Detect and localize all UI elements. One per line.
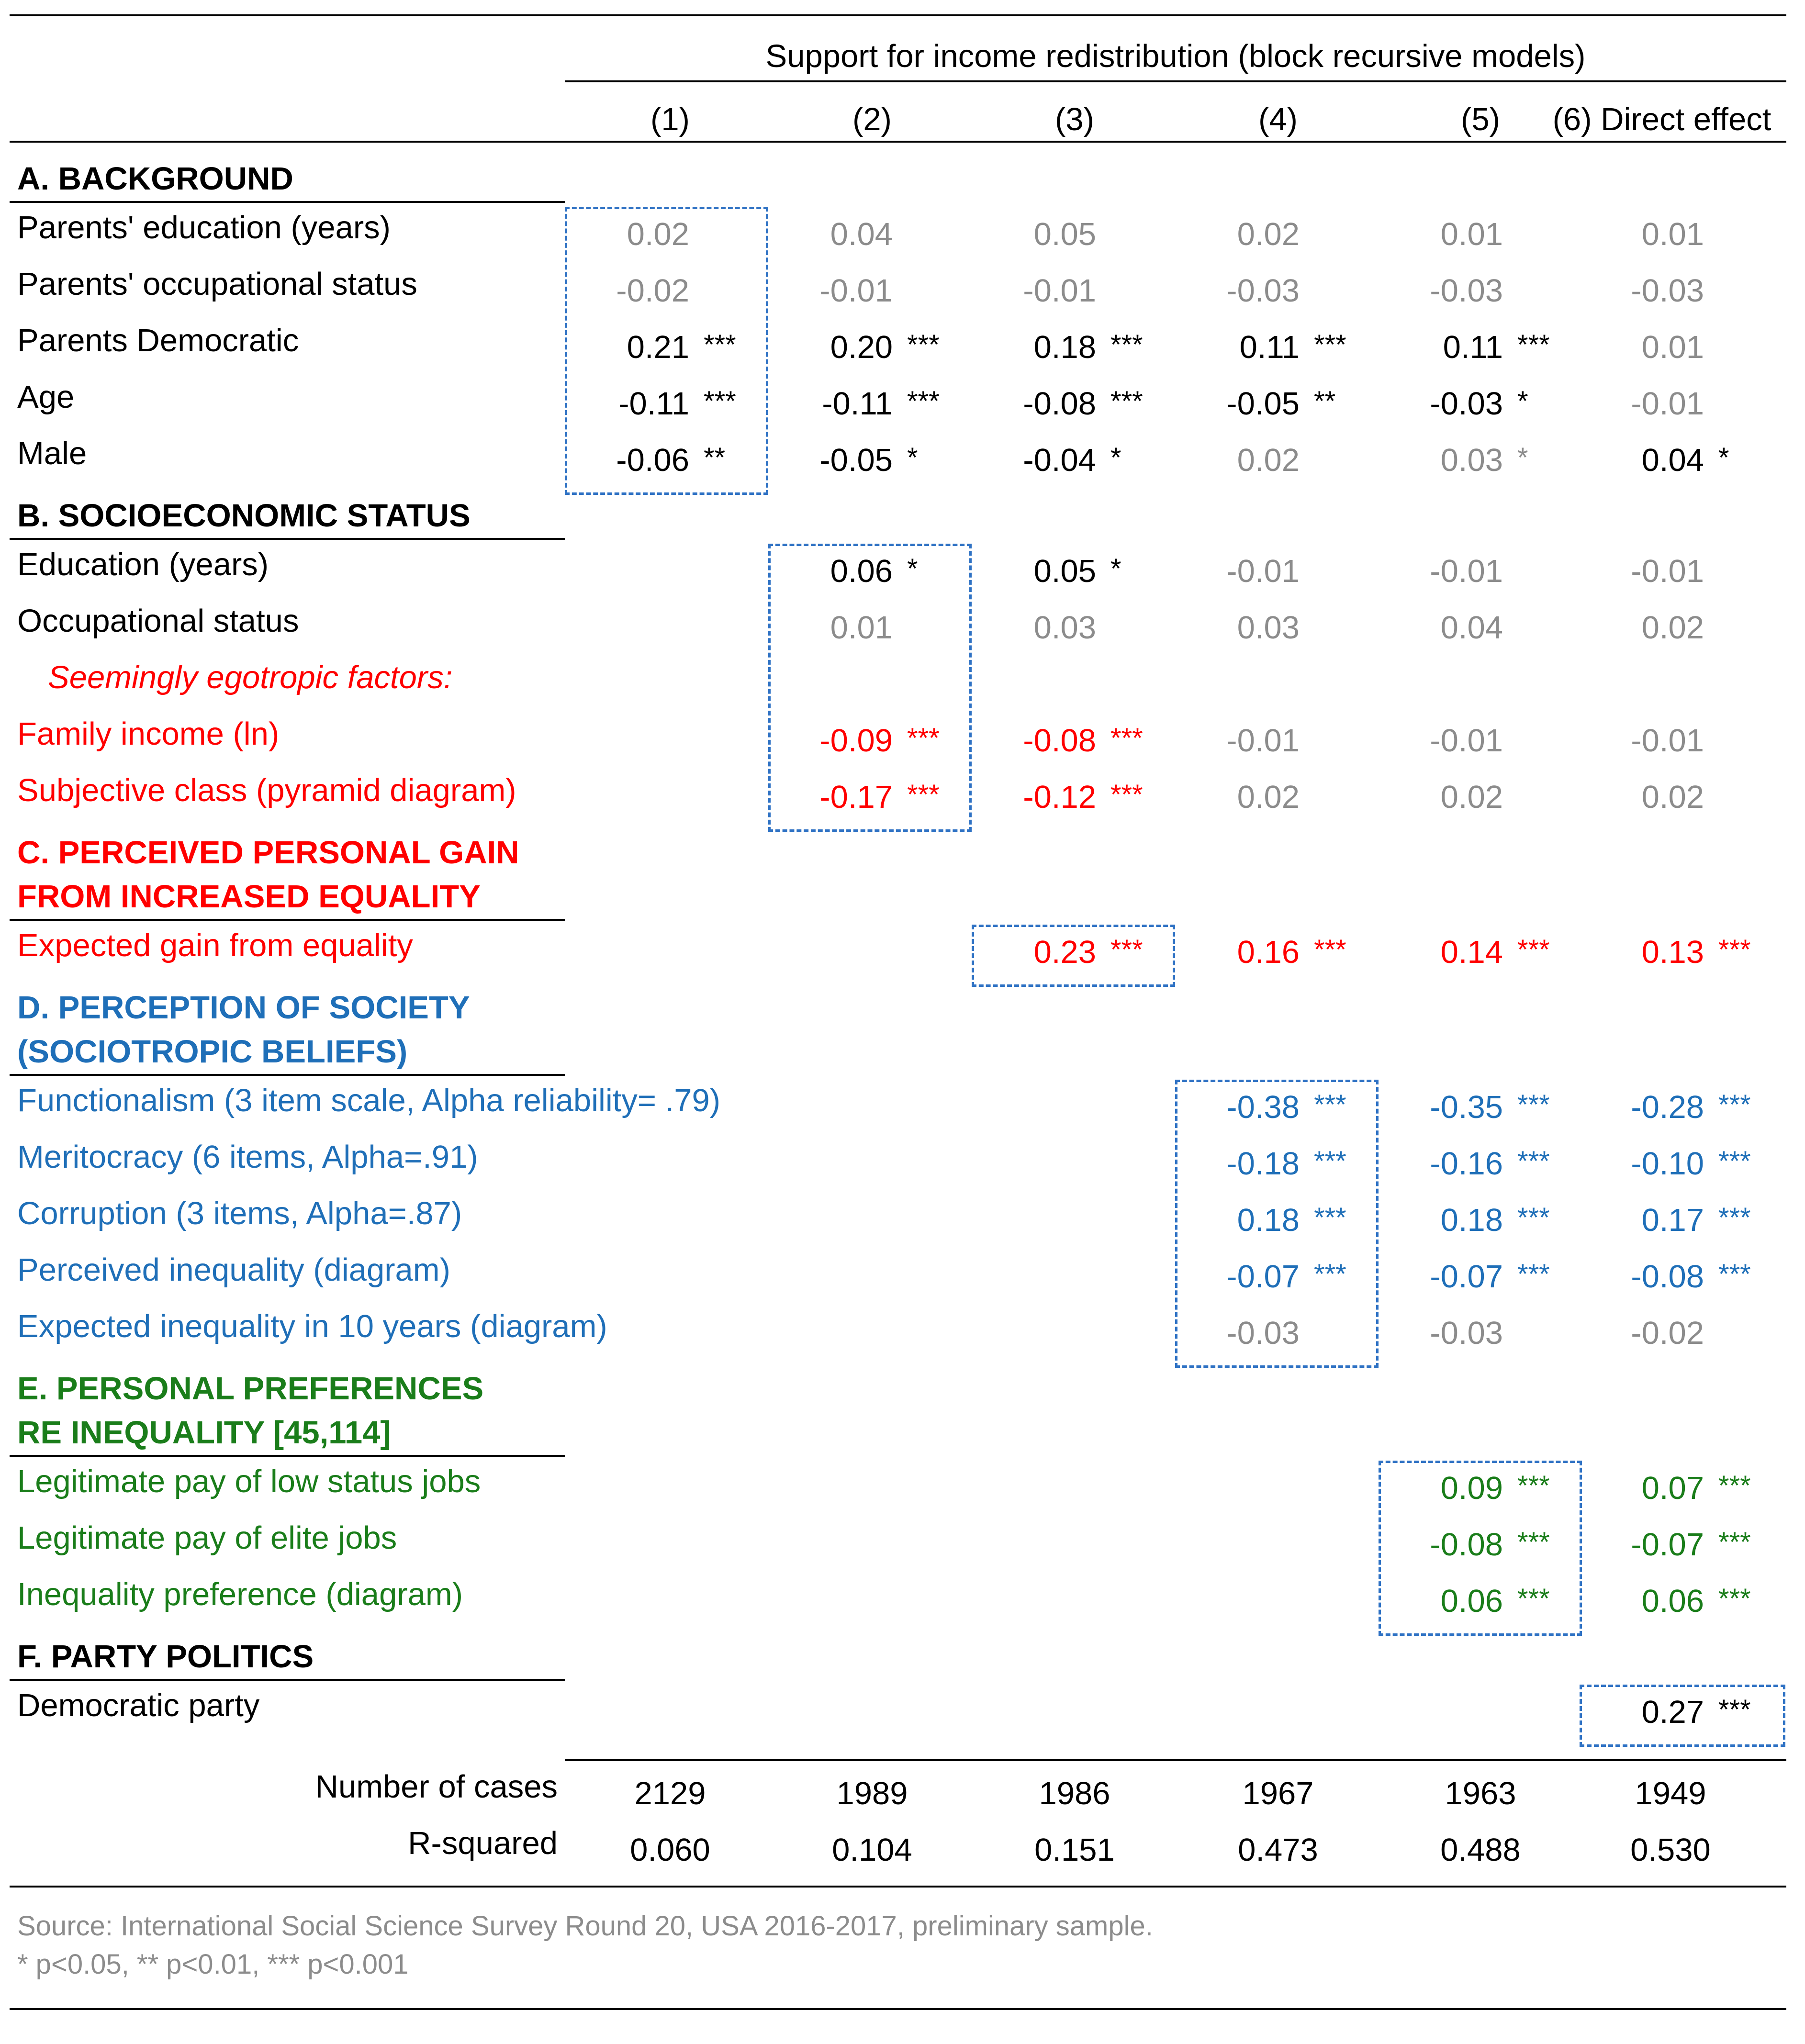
significance-stars: *** [1718, 1259, 1751, 1290]
footer-rule [10, 2008, 1786, 2010]
coefficient-value: -0.05 [819, 442, 893, 478]
significance-stars: * [1718, 442, 1729, 473]
coefficient-value: -0.07 [1226, 1259, 1300, 1295]
top-rule [10, 14, 1786, 16]
stat-value: 1949 [1635, 1776, 1706, 1811]
section-subtitle-e: RE INEQUALITY [45,114] [17, 1415, 391, 1451]
row-label: Legitimate pay of elite jobs [17, 1520, 397, 1556]
stat-value: 1963 [1445, 1776, 1516, 1811]
stat-value: 2129 [634, 1776, 706, 1811]
coefficient-value: -0.08 [1430, 1527, 1503, 1563]
column-header-4: (4) [1258, 101, 1298, 137]
coefficient-value: -0.35 [1430, 1089, 1503, 1125]
coefficient-value: 0.17 [1641, 1202, 1704, 1238]
significance-stars: *** [1314, 1202, 1346, 1233]
significance-stars: *** [1314, 1089, 1346, 1120]
column-header-5: (5) [1461, 101, 1500, 137]
coefficient-value: -0.03 [1430, 386, 1503, 422]
coefficient-value: 0.06 [830, 553, 893, 589]
significance-stars: *** [1718, 1470, 1751, 1501]
row-label: Functionalism (3 item scale, Alpha reliability= .79) [17, 1083, 721, 1118]
coefficient-value: 0.13 [1641, 934, 1704, 970]
significance-stars: *** [1110, 386, 1143, 417]
coefficient-value: -0.07 [1430, 1259, 1503, 1295]
significance-stars: *** [1718, 1202, 1751, 1233]
entry-block-highlight-box [972, 925, 1175, 987]
section-rule-c [10, 919, 565, 921]
significance-stars: *** [1314, 1259, 1346, 1290]
coefficient-value: -0.28 [1631, 1089, 1704, 1125]
coefficient-value: -0.01 [819, 273, 893, 309]
significance-stars: * [1110, 442, 1121, 473]
section-rule-e [10, 1455, 565, 1457]
significance-stars: *** [1314, 934, 1346, 965]
coefficient-value: -0.01 [1226, 553, 1300, 589]
row-label: Seemingly egotropic factors: [48, 659, 453, 695]
coefficient-value: 0.06 [1440, 1583, 1503, 1619]
coefficient-value: -0.38 [1226, 1089, 1300, 1125]
coefficient-value: -0.01 [1631, 386, 1704, 422]
significance-stars: *** [1517, 1202, 1550, 1233]
coefficient-value: 0.14 [1440, 934, 1503, 970]
stat-value: 0.473 [1238, 1832, 1318, 1868]
header-rule [10, 141, 1786, 143]
coefficient-value: -0.18 [1226, 1146, 1300, 1182]
entry-block-highlight-box [1379, 1461, 1582, 1636]
row-label: Legitimate pay of low status jobs [17, 1463, 481, 1499]
significance-stars: *** [1718, 1583, 1751, 1614]
coefficient-value: -0.11 [618, 386, 689, 422]
section-rule-a [10, 201, 565, 203]
row-label: Corruption (3 items, Alpha=.87) [17, 1195, 462, 1231]
significance-stars: *** [1517, 1146, 1550, 1177]
coefficient-value: -0.08 [1023, 386, 1096, 422]
coefficient-value: -0.01 [1631, 723, 1704, 759]
coefficient-value: -0.03 [1430, 1315, 1503, 1351]
coefficient-value: -0.12 [1023, 779, 1096, 815]
row-label: Family income (ln) [17, 716, 280, 752]
coefficient-value: -0.07 [1631, 1527, 1704, 1563]
significance-stars: *** [1517, 1470, 1550, 1501]
significance-stars: *** [1110, 934, 1143, 965]
coefficient-value: 0.01 [1440, 216, 1503, 252]
section-subtitle-c: FROM INCREASED EQUALITY [17, 879, 481, 915]
row-label: Democratic party [17, 1687, 260, 1723]
coefficient-value: 0.02 [1641, 610, 1704, 646]
coefficient-value: 0.06 [1641, 1583, 1704, 1619]
significance-stars: *** [1718, 1694, 1751, 1725]
coefficient-value: -0.03 [1631, 273, 1704, 309]
coefficient-value: 0.02 [1440, 779, 1503, 815]
significance-stars: *** [1718, 1527, 1751, 1558]
section-title-f: F. PARTY POLITICS [17, 1639, 314, 1675]
entry-block-highlight-box [1175, 1080, 1379, 1368]
row-label: Parents' occupational status [17, 266, 417, 302]
stat-value: 0.104 [832, 1832, 912, 1868]
significance-stars: *** [1517, 1259, 1550, 1290]
coefficient-value: -0.05 [1226, 386, 1300, 422]
section-title-d: D. PERCEPTION OF SOCIETY [17, 990, 470, 1026]
section-rule-d [10, 1074, 565, 1076]
coefficient-value: 0.09 [1440, 1470, 1503, 1506]
significance-stars: * [907, 553, 918, 584]
coefficient-value: -0.11 [822, 386, 893, 422]
significance-stars: *** [704, 329, 736, 360]
entry-block-highlight-box [768, 544, 972, 832]
coefficient-value: -0.08 [1631, 1259, 1704, 1295]
row-label: Expected inequality in 10 years (diagram) [17, 1308, 607, 1344]
row-label: Subjective class (pyramid diagram) [17, 772, 516, 808]
column-header-2: (2) [852, 101, 892, 137]
significance-stars: *** [1517, 1089, 1550, 1120]
significance-stars: *** [1517, 329, 1550, 360]
significance-stars: * [1517, 442, 1528, 473]
coefficient-value: -0.06 [616, 442, 689, 478]
coefficient-value: 0.18 [1440, 1202, 1503, 1238]
significance-stars: *** [907, 386, 940, 417]
coefficient-value: -0.03 [1226, 273, 1300, 309]
coefficient-value: -0.03 [1430, 273, 1503, 309]
significance-stars: ** [1314, 386, 1336, 417]
coefficient-value: -0.02 [616, 273, 689, 309]
coefficient-value: 0.01 [830, 610, 893, 646]
coefficient-value: -0.01 [1226, 723, 1300, 759]
significance-stars: *** [1718, 1146, 1751, 1177]
coefficient-value: 0.05 [1033, 216, 1096, 252]
coefficient-value: 0.11 [1443, 329, 1503, 365]
significance-stars: *** [1314, 329, 1346, 360]
coefficient-value: 0.02 [1237, 442, 1300, 478]
coefficient-value: -0.09 [819, 723, 893, 759]
column-header-6: (6) Direct effect [1552, 101, 1771, 137]
coefficient-value: 0.21 [627, 329, 689, 365]
section-rule-b [10, 538, 565, 540]
section-title-a: A. BACKGROUND [17, 161, 293, 197]
row-label: Expected gain from equality [17, 927, 413, 963]
table-title: Support for income redistribution (block recursive models) [765, 38, 1586, 74]
entry-block-highlight-box [565, 207, 768, 495]
stat-label: Number of cases [315, 1769, 558, 1805]
column-header-1: (1) [650, 101, 690, 137]
coefficient-value: -0.01 [1023, 273, 1096, 309]
row-label: Education (years) [17, 547, 269, 582]
coefficient-value: 0.03 [1237, 610, 1300, 646]
significance-stars: *** [907, 329, 940, 360]
significance-stars: *** [1517, 934, 1550, 965]
significance-stars: *** [1718, 1089, 1751, 1120]
row-label: Parents Democratic [17, 323, 299, 358]
coefficient-value: 0.18 [1033, 329, 1096, 365]
coefficient-value: 0.16 [1237, 934, 1300, 970]
coefficient-value: -0.17 [819, 779, 893, 815]
row-label: Parents' education (years) [17, 210, 391, 246]
significance-stars: *** [1110, 329, 1143, 360]
significance-stars: *** [1110, 779, 1143, 810]
coefficient-value: -0.04 [1023, 442, 1096, 478]
stat-value: 1986 [1039, 1776, 1110, 1811]
coefficient-value: 0.02 [1237, 216, 1300, 252]
significance-stars: *** [1517, 1527, 1550, 1558]
coefficient-value: 0.04 [1641, 442, 1704, 478]
coefficient-value: 0.04 [1440, 610, 1503, 646]
section-title-c: C. PERCEIVED PERSONAL GAIN [17, 835, 519, 871]
coefficient-value: 0.03 [1440, 442, 1503, 478]
significance-stars: *** [704, 386, 736, 417]
stat-label: R-squared [408, 1825, 558, 1861]
coefficient-value: 0.01 [1641, 216, 1704, 252]
coefficient-value: -0.08 [1023, 723, 1096, 759]
significance-stars: *** [1314, 1146, 1346, 1177]
coefficient-value: 0.18 [1237, 1202, 1300, 1238]
coefficient-value: -0.02 [1631, 1315, 1704, 1351]
row-label: Occupational status [17, 603, 299, 639]
significance-stars: * [1517, 386, 1528, 417]
coefficient-value: 0.02 [1641, 779, 1704, 815]
coefficient-value: 0.01 [1641, 329, 1704, 365]
coefficient-value: 0.02 [627, 216, 689, 252]
coefficient-value: 0.11 [1239, 329, 1300, 365]
coefficient-value: 0.04 [830, 216, 893, 252]
coefficient-value: 0.07 [1641, 1470, 1704, 1506]
section-subtitle-d: (SOCIOTROPIC BELIEFS) [17, 1034, 408, 1070]
row-label: Male [17, 436, 87, 471]
significance-stars: *** [1517, 1583, 1550, 1614]
row-label: Meritocracy (6 items, Alpha=.91) [17, 1139, 478, 1175]
stats-rule [565, 1759, 1786, 1761]
coefficient-value: -0.03 [1226, 1315, 1300, 1351]
coefficient-value: -0.01 [1631, 553, 1704, 589]
significance-stars: * [907, 442, 918, 473]
entry-block-highlight-box [1580, 1685, 1785, 1747]
coefficient-value: 0.27 [1641, 1694, 1704, 1730]
significance-note: * p<0.05, ** p<0.01, *** p<0.001 [17, 1949, 409, 1980]
coefficient-value: -0.16 [1430, 1146, 1503, 1182]
stat-value: 0.151 [1034, 1832, 1115, 1868]
coefficient-value: 0.02 [1237, 779, 1300, 815]
title-underline [565, 80, 1786, 82]
significance-stars: *** [1718, 934, 1751, 965]
significance-stars: *** [907, 779, 940, 810]
row-label: Inequality preference (diagram) [17, 1576, 463, 1612]
coefficient-value: 0.20 [830, 329, 893, 365]
stat-value: 1967 [1242, 1776, 1314, 1811]
significance-stars: * [1110, 553, 1121, 584]
bottom-rule [10, 1886, 1786, 1888]
stat-value: 0.488 [1440, 1832, 1521, 1868]
stat-value: 0.530 [1630, 1832, 1711, 1868]
significance-stars: ** [704, 442, 726, 473]
coefficient-value: 0.03 [1033, 610, 1096, 646]
row-label: Age [17, 379, 75, 415]
row-label: Perceived inequality (diagram) [17, 1252, 450, 1288]
stat-value: 1989 [836, 1776, 908, 1811]
section-title-b: B. SOCIOECONOMIC STATUS [17, 498, 471, 534]
section-title-e: E. PERSONAL PREFERENCES [17, 1371, 484, 1407]
coefficient-value: 0.23 [1033, 934, 1096, 970]
section-rule-f [10, 1679, 565, 1681]
coefficient-value: 0.05 [1033, 553, 1096, 589]
stat-value: 0.060 [630, 1832, 710, 1868]
coefficient-value: -0.10 [1631, 1146, 1704, 1182]
column-header-3: (3) [1055, 101, 1094, 137]
significance-stars: *** [907, 723, 940, 754]
significance-stars: *** [1110, 723, 1143, 754]
source-note: Source: International Social Science Survey Round 20, USA 2016-2017, preliminary sample. [17, 1910, 1153, 1942]
coefficient-value: -0.01 [1430, 553, 1503, 589]
coefficient-value: -0.01 [1430, 723, 1503, 759]
